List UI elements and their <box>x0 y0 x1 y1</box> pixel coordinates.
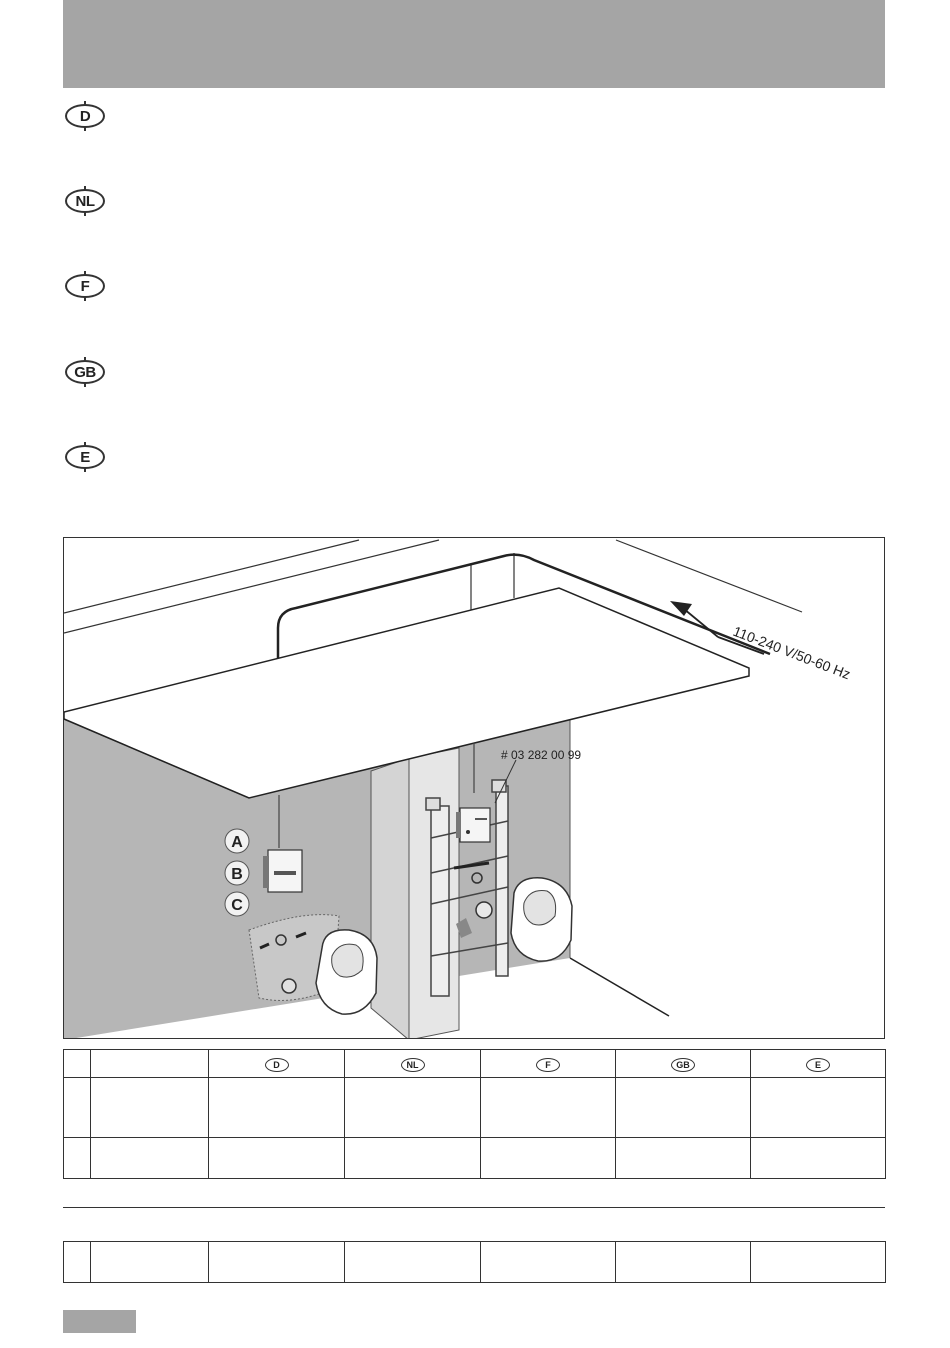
callout-b: B <box>231 866 243 883</box>
section-divider <box>63 1207 885 1208</box>
language-badge-gb: GB <box>65 360 105 384</box>
table-cell <box>64 1050 91 1078</box>
language-badge-d: D <box>65 104 105 128</box>
table-row <box>64 1078 886 1138</box>
table-cell <box>91 1078 209 1138</box>
spec-table-top <box>63 1049 886 1179</box>
sensor-box-frame <box>456 808 490 842</box>
table-badge-e: E <box>806 1058 830 1072</box>
table-cell <box>481 1138 616 1179</box>
table-cell <box>751 1138 886 1179</box>
table-header-cell-gb <box>616 1050 751 1078</box>
installation-diagram-svg <box>64 538 885 1039</box>
urinal-left <box>316 930 377 1014</box>
header-band <box>63 0 885 88</box>
table-cell <box>345 1078 481 1138</box>
footer-band <box>63 1310 136 1333</box>
table-cell <box>209 1242 345 1283</box>
table-cell <box>751 1078 886 1138</box>
table-cell <box>209 1138 345 1179</box>
table-badge-f: F <box>536 1058 560 1072</box>
table-cell <box>209 1078 345 1138</box>
table-cell <box>345 1242 481 1283</box>
language-badge-f: F <box>65 274 105 298</box>
voltage-label: 110-240 V/50-60 Hz <box>730 622 853 683</box>
table-row <box>64 1242 886 1283</box>
table-cell <box>91 1050 209 1078</box>
installation-diagram <box>63 537 885 1039</box>
callout-c: C <box>231 897 243 914</box>
table-cell <box>91 1138 209 1179</box>
table-cell <box>345 1138 481 1179</box>
table-header-cell-e <box>751 1050 886 1078</box>
table-badge-nl: NL <box>401 1058 425 1072</box>
partition-wall <box>371 758 409 1039</box>
table-header-cell-nl <box>345 1050 481 1078</box>
table-badge-gb: GB <box>671 1058 695 1072</box>
table-badge-d: D <box>265 1058 289 1072</box>
table-header-row <box>64 1050 886 1078</box>
callout-a: A <box>231 834 243 851</box>
table-cell <box>616 1138 751 1179</box>
table-cell <box>751 1242 886 1283</box>
language-badge-nl: NL <box>65 189 105 213</box>
table-cell <box>616 1242 751 1283</box>
table-cell <box>91 1242 209 1283</box>
table-cell <box>481 1242 616 1283</box>
table-cell <box>481 1078 616 1138</box>
part-number-label: # 03 282 00 99 <box>501 748 582 762</box>
table-header-cell-f <box>481 1050 616 1078</box>
table-cell <box>64 1078 91 1138</box>
urinal-right <box>511 878 572 961</box>
sensor-box-left <box>263 850 302 892</box>
table-row <box>64 1138 886 1179</box>
table-cell <box>616 1078 751 1138</box>
table-cell <box>64 1138 91 1179</box>
language-badge-e: E <box>65 445 105 469</box>
table-header-cell-d <box>209 1050 345 1078</box>
spec-table-bottom <box>63 1241 886 1283</box>
table-cell <box>64 1242 91 1283</box>
